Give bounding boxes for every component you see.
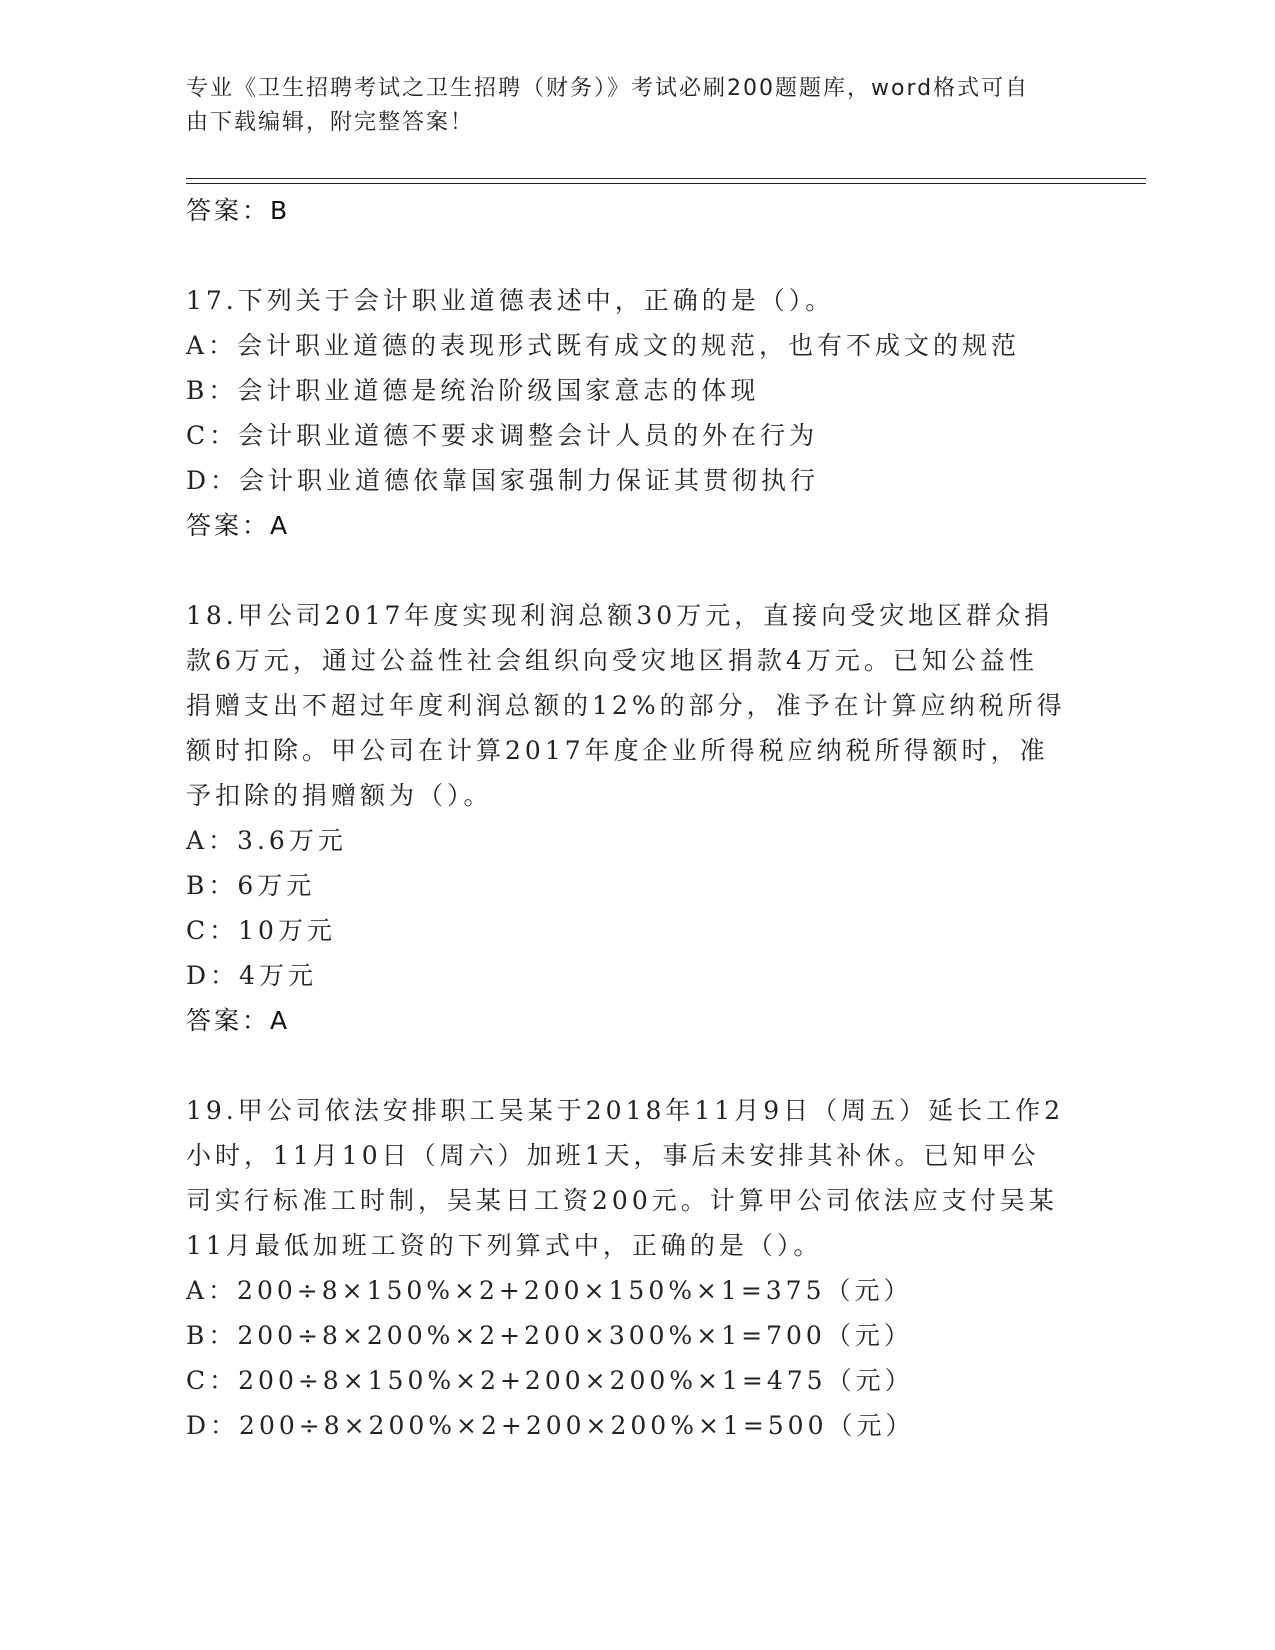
option-c: C：会计职业道德不要求调整会计人员的外在行为 xyxy=(186,421,819,450)
option-a: A：200÷8×150%×2+200×150%×1=375（元） xyxy=(186,1276,913,1305)
question-answer: 答案：A xyxy=(186,1006,291,1035)
option-a: A：3.6万元 xyxy=(186,826,347,855)
document-header xyxy=(186,72,1066,140)
option-d: D：4万元 xyxy=(186,961,317,990)
question-answer: 答案：A xyxy=(186,511,291,540)
header-rule-bottom xyxy=(186,183,1146,184)
question-17 xyxy=(186,278,1086,548)
option-c: C：200÷8×150%×2+200×200%×1=475（元） xyxy=(186,1366,914,1395)
header-rule-top xyxy=(186,178,1146,179)
option-b: B：6万元 xyxy=(186,871,316,900)
option-a: A：会计职业道德的表现形式既有成文的规范，也有不成文的规范 xyxy=(186,331,1021,360)
previous-answer: 答案：B xyxy=(186,196,291,225)
spacer xyxy=(186,1043,1086,1088)
question-stem: 19.甲公司依法安排职工吴某于2018年11月9日（周五）延长工作2小时，11月10日（周六）加班1天，事后未安排其补休。已知甲公司实行标准工时制，吴某日工资200元。计算甲公司依法应支付吴某11月最低加班工资的下列算式中，正确的是（）。 xyxy=(186,1096,1065,1260)
option-c: C：10万元 xyxy=(186,916,336,945)
option-d: D：200÷8×200%×2+200×200%×1=500（元） xyxy=(186,1411,915,1440)
header-line-2: 由下载编辑，附完整答案！ xyxy=(186,110,475,135)
option-b: B：200÷8×200%×2+200×300%×1=700（元） xyxy=(186,1321,913,1350)
question-18 xyxy=(186,593,1086,1043)
spacer xyxy=(186,233,1086,278)
option-d: D：会计职业道德依靠国家强制力保证其贯彻执行 xyxy=(186,466,820,495)
spacer xyxy=(186,548,1086,593)
option-b: B：会计职业道德是统治阶级国家意志的体现 xyxy=(186,376,760,405)
question-stem: 18.甲公司2017年度实现利润总额30万元，直接向受灾地区群众捐款6万元，通过公益性社会组织向受灾地区捐款4万元。已知公益性捐赠支出不超过年度利润总额的12%的部分，准予在计算应纳税所得额时扣除。甲公司在计算2017年度企业所得税应纳税所得额时，准予扣除的捐赠额为（）。 xyxy=(186,601,1066,810)
header-line-1: 专业《卫生招聘考试之卫生招聘（财务）》考试必刷200题题库，word格式可自 xyxy=(186,76,1030,101)
document-body xyxy=(186,188,1086,1448)
question-19 xyxy=(186,1088,1086,1448)
question-stem: 17.下列关于会计职业道德表述中，正确的是（）。 xyxy=(186,286,835,315)
